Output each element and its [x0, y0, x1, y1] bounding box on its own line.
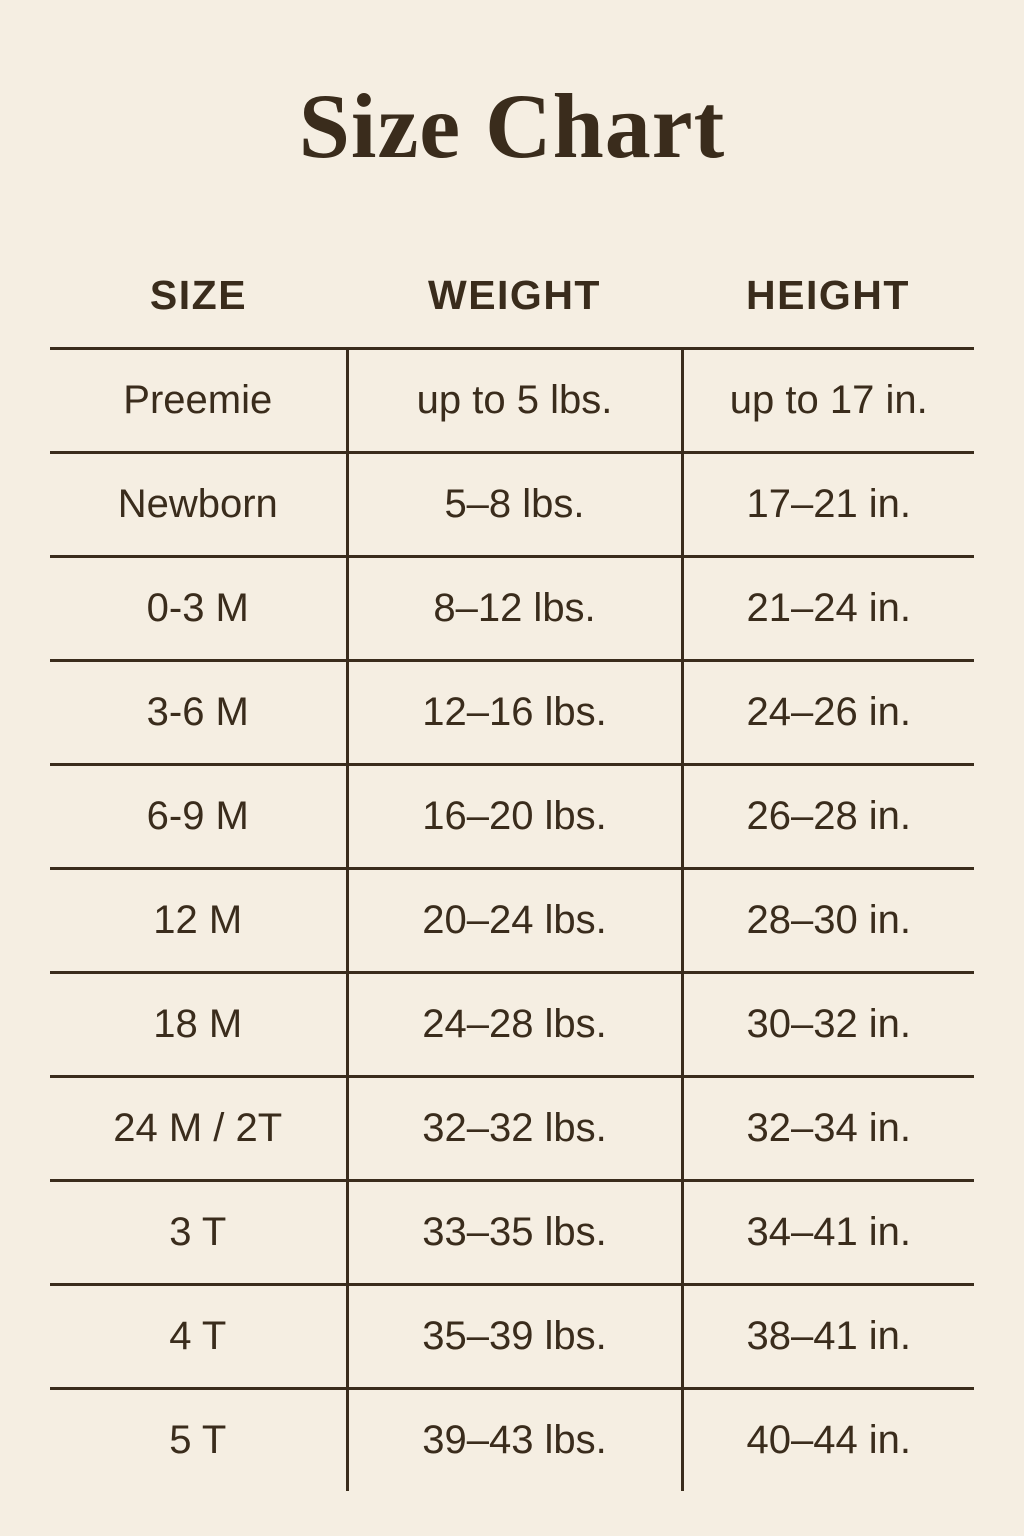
column-header-size: SIZE [50, 271, 347, 349]
table-header [50, 271, 974, 349]
cell-size: 6-9 M [50, 764, 347, 868]
page-title: Size Chart [298, 75, 726, 177]
cell-height: 17–21 in. [682, 452, 974, 556]
cell-size: 5 T [169, 1417, 227, 1462]
cell-size: 3-6 M [50, 660, 347, 764]
cell-weight: 5–8 lbs. [347, 452, 682, 556]
size-chart-table [50, 271, 974, 1491]
cell-weight: 32–32 lbs. [347, 1076, 682, 1180]
table-row [50, 1076, 974, 1180]
cell-weight: up to 5 lbs. [347, 348, 682, 452]
table-row [50, 452, 974, 556]
cell-height: 38–41 in. [682, 1284, 974, 1388]
cell-size: Preemie [50, 348, 347, 452]
cell-weight: 33–35 lbs. [347, 1180, 682, 1284]
table-row [50, 764, 974, 868]
cell-height: 21–24 in. [682, 556, 974, 660]
cell-height: 30–32 in. [682, 972, 974, 1076]
cell-weight: 24–28 lbs. [347, 972, 682, 1076]
table-header-row [50, 271, 974, 349]
cell-size: Newborn [50, 452, 347, 556]
cell-weight: 16–20 lbs. [347, 764, 682, 868]
cell-height: 24–26 in. [682, 660, 974, 764]
cell-size: 18 M [50, 972, 347, 1076]
cell-height: 28–30 in. [682, 868, 974, 972]
column-header-height: HEIGHT [682, 271, 974, 349]
cell-weight: 12–16 lbs. [347, 660, 682, 764]
table-body [50, 348, 974, 1491]
cell-size: 3 T [50, 1180, 347, 1284]
cell-height: up to 17 in. [682, 348, 974, 452]
cell-height: 40–44 in. [746, 1417, 912, 1462]
cell-weight: 20–24 lbs. [347, 868, 682, 972]
column-header-weight: WEIGHT [347, 271, 682, 349]
cell-size: 12 M [50, 868, 347, 972]
table-row [50, 1284, 974, 1388]
cell-weight: 39–43 lbs. [347, 1388, 682, 1491]
table-row [50, 660, 974, 764]
table-row [50, 972, 974, 1076]
cell-weight: 35–39 lbs. [347, 1284, 682, 1388]
table-row [50, 556, 974, 660]
cell-height: 32–34 in. [682, 1076, 974, 1180]
cell-size: 0-3 M [50, 556, 347, 660]
table-row [50, 1388, 974, 1491]
table-row [50, 348, 974, 452]
cell-size: 24 M / 2T [50, 1076, 347, 1180]
cell-size: 4 T [50, 1284, 347, 1388]
cell-weight: 8–12 lbs. [347, 556, 682, 660]
table-row [50, 1180, 974, 1284]
cell-height: 26–28 in. [682, 764, 974, 868]
cell-height: 34–41 in. [682, 1180, 974, 1284]
table-row [50, 868, 974, 972]
